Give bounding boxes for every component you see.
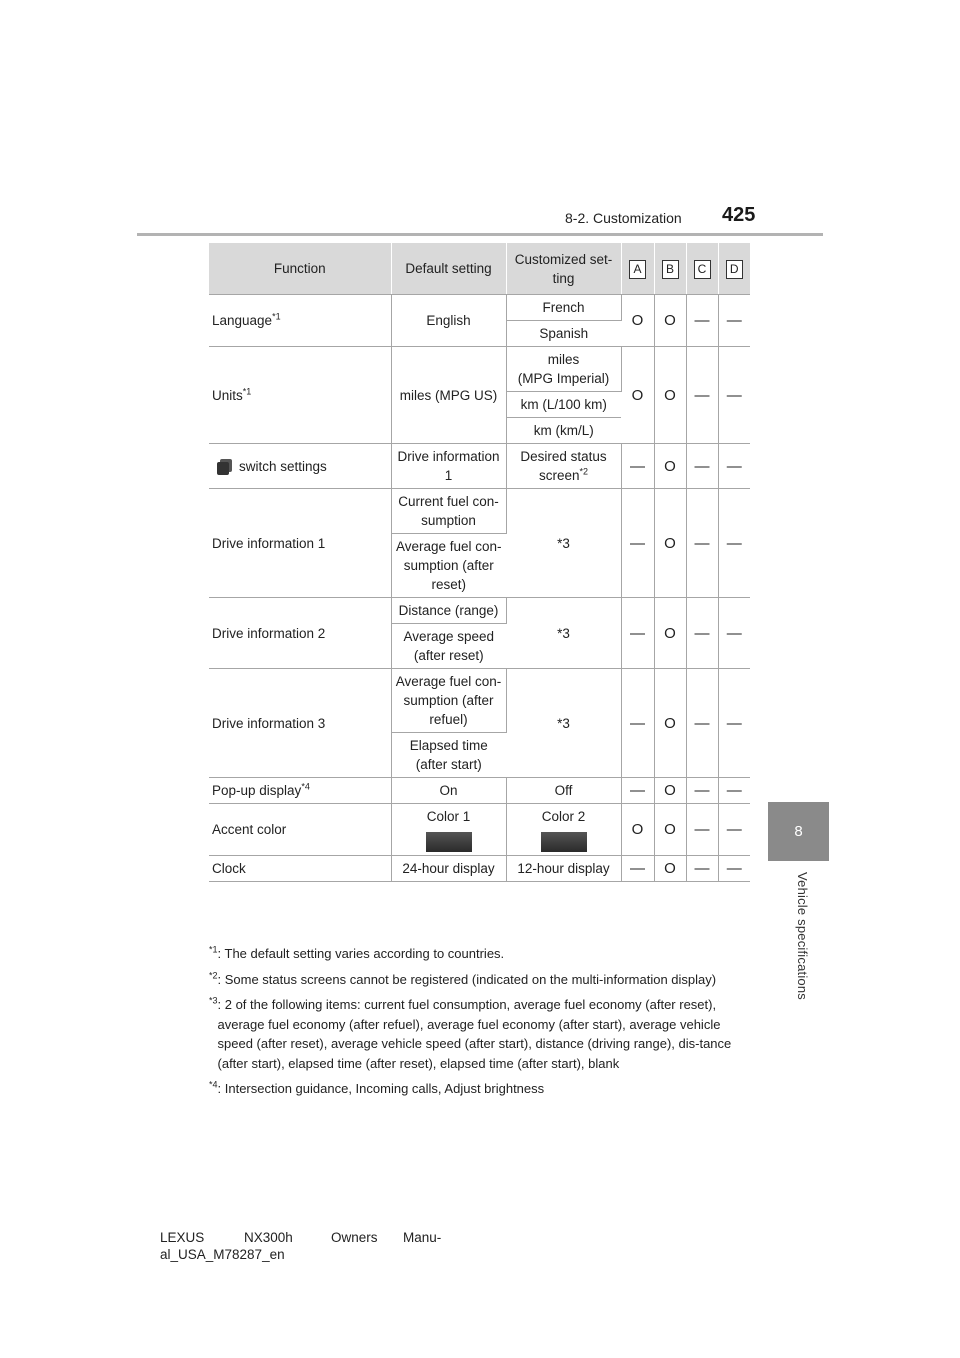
- default-cell: Drive information 1: [391, 444, 506, 489]
- mark-c: —: [686, 598, 718, 669]
- display-switch-icon: [217, 459, 233, 475]
- custom-cell: *3: [506, 669, 621, 778]
- mark-d: —: [718, 856, 750, 882]
- default-cell: Current fuel con- sumption: [391, 489, 506, 534]
- mark-c: —: [686, 804, 718, 856]
- table-header-row: [209, 243, 750, 295]
- mark-b: O: [654, 295, 686, 347]
- mark-c: —: [686, 778, 718, 804]
- mark-b: O: [654, 347, 686, 444]
- custom-cell: km (km/L): [506, 418, 621, 444]
- footnote: $^{*4}$ : Intersection guidance, Incoming calls, Adjust brightness: [209, 1079, 545, 1096]
- table-row: [209, 778, 750, 804]
- default-cell: On: [391, 778, 506, 804]
- page-number: 425: [722, 204, 756, 226]
- mark-d: —: [718, 778, 750, 804]
- custom-cell: km (L/100 km): [506, 392, 621, 418]
- mark-a: —: [621, 669, 654, 778]
- default-cell: Average fuel con- sumption (after reset): [391, 534, 506, 598]
- mark-a: —: [621, 856, 654, 882]
- mark-a: —: [621, 444, 654, 489]
- custom-cell: Spanish: [506, 321, 621, 347]
- default-cell: miles (MPG US): [391, 347, 506, 444]
- mark-b: O: [654, 778, 686, 804]
- mark-d: —: [718, 444, 750, 489]
- custom-cell: Off: [506, 778, 621, 804]
- mark-d: —: [718, 669, 750, 778]
- default-cell: 24-hour display: [391, 856, 506, 882]
- mark-a: —: [621, 598, 654, 669]
- chapter-tab: [768, 802, 829, 861]
- document-footer: LEXUS NX300h Owners Manu- al_USA_M78287_en: [160, 1230, 442, 1262]
- chapter-number: 8: [794, 823, 803, 840]
- col-d-label: D: [726, 260, 743, 279]
- mark-b: O: [654, 444, 686, 489]
- default-cell: English: [391, 295, 506, 347]
- footnotes: [209, 944, 754, 1105]
- mark-b: O: [654, 856, 686, 882]
- mark-b: O: [654, 489, 686, 598]
- custom-cell: *3: [506, 489, 621, 598]
- table-row: [209, 856, 750, 882]
- mark-d: —: [718, 489, 750, 598]
- function-cell: switch settings: [209, 444, 391, 489]
- mark-d: —: [718, 804, 750, 856]
- footnote: $^{*2}$ : Some status screens cannot be registered (indicated on the multi-information display): [209, 970, 717, 987]
- col-a-label: A: [629, 260, 646, 279]
- mark-c: —: [686, 856, 718, 882]
- header-divider: [137, 233, 823, 236]
- mark-c: —: [686, 295, 718, 347]
- custom-cell: French: [506, 295, 621, 321]
- table-row: [209, 598, 750, 624]
- col-a: [621, 243, 654, 295]
- table-row: [209, 489, 750, 534]
- color-2-swatch: [541, 832, 587, 852]
- function-cell: Clock: [209, 856, 391, 882]
- function-cell: Drive information 2: [209, 598, 391, 669]
- mark-c: —: [686, 489, 718, 598]
- default-cell: Average fuel con- sumption (after refuel): [391, 669, 506, 733]
- function-cell: Accent color: [209, 804, 391, 856]
- function-cell: Units$^{*1}$: [209, 347, 391, 444]
- mark-c: —: [686, 669, 718, 778]
- mark-b: O: [654, 598, 686, 669]
- function-cell: Pop-up display$^{*4}$: [209, 778, 391, 804]
- table-row: [209, 669, 750, 733]
- function-cell: Drive information 1: [209, 489, 391, 598]
- default-cell: Distance (range): [391, 598, 506, 624]
- col-b-label: B: [662, 260, 679, 279]
- col-b: [654, 243, 686, 295]
- default-cell: Color 1: [391, 804, 506, 856]
- custom-cell: 12-hour display: [506, 856, 621, 882]
- mark-b: O: [654, 669, 686, 778]
- col-c-label: C: [694, 260, 711, 279]
- mark-a: O: [621, 804, 654, 856]
- mark-b: O: [654, 804, 686, 856]
- table-row: [209, 804, 750, 856]
- mark-c: —: [686, 444, 718, 489]
- default-cell: Average speed (after reset): [391, 624, 506, 669]
- mark-a: —: [621, 489, 654, 598]
- table-row: [209, 295, 750, 321]
- mark-a: —: [621, 778, 654, 804]
- custom-cell: *3: [506, 598, 621, 669]
- mark-d: —: [718, 598, 750, 669]
- mark-c: —: [686, 347, 718, 444]
- footnote: $^{*1}$ : The default setting varies according to countries.: [209, 944, 505, 961]
- mark-a: O: [621, 347, 654, 444]
- custom-cell: Color 2: [506, 804, 621, 856]
- mark-d: —: [718, 295, 750, 347]
- custom-cell: Desired status screen$^{*2}$: [506, 444, 621, 489]
- col-customized-setting: Customized set-ting: [506, 243, 621, 295]
- col-function: Function: [209, 243, 391, 295]
- col-default-setting: Default setting: [391, 243, 506, 295]
- customization-table: [209, 243, 750, 882]
- mark-a: O: [621, 295, 654, 347]
- col-d: [718, 243, 750, 295]
- function-cell: Language$^{*1}$: [209, 295, 391, 347]
- default-cell: Elapsed time (after start): [391, 733, 506, 778]
- table-row: [209, 347, 750, 392]
- function-cell: Drive information 3: [209, 669, 391, 778]
- col-c: [686, 243, 718, 295]
- mark-d: —: [718, 347, 750, 444]
- chapter-label: Vehicle specifications: [795, 872, 810, 1000]
- table-row: [209, 444, 750, 489]
- color-1-swatch: [426, 832, 472, 852]
- section-title: 8-2. Customization: [565, 210, 682, 226]
- custom-cell: miles (MPG Imperial): [506, 347, 621, 392]
- footnote: $^{*3}$ : 2 of the following items: current fuel consumption, average fuel economy (after reset), average fuel economy (after refuel), average fuel economy (after start), average vehicle speed (after reset), average vehicle speed (after start), distance (driving range), dis-tance (after start), elapsed time (after reset), elapsed time (after start), blank: [209, 995, 732, 1071]
